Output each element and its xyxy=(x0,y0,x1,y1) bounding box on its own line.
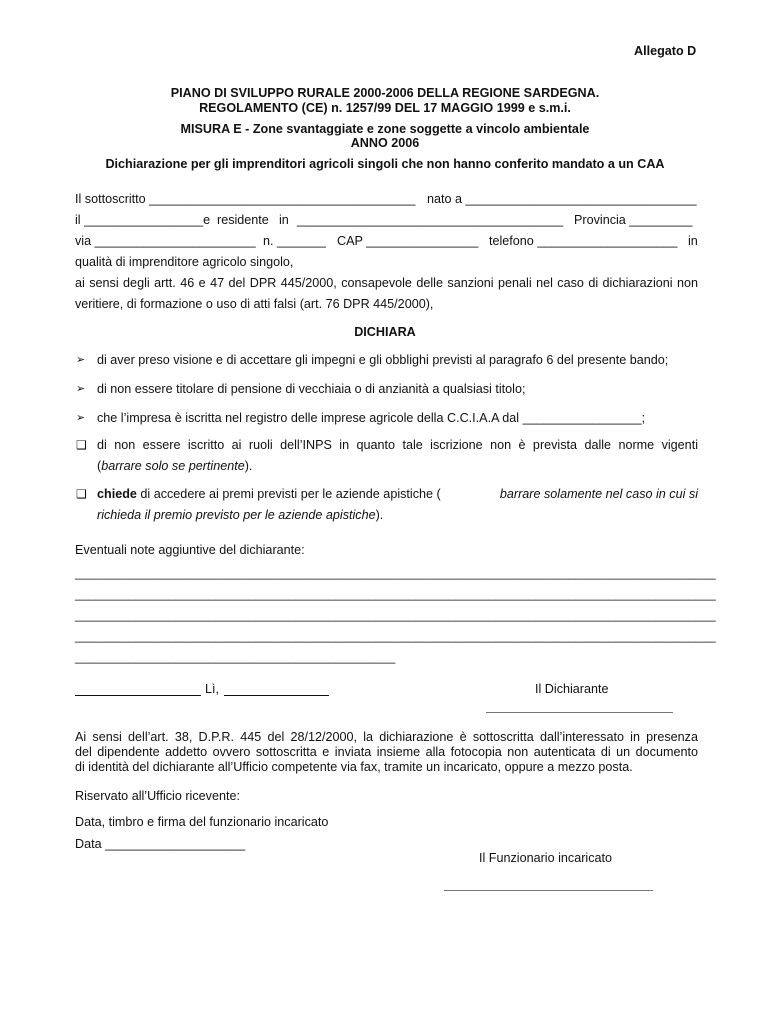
in-label: in xyxy=(279,213,289,227)
funzionario-label: Il Funzionario incaricato xyxy=(479,851,612,865)
dichiarante-label: Il Dichiarante xyxy=(535,682,609,696)
checkbox-icon[interactable]: ❑ xyxy=(76,487,87,501)
legal-line1: Ai sensi dell’art. 38, D.P.R. 445 del 28/12/2000, la dichiarazione è sottoscritta dall’interessato in presenza xyxy=(75,730,698,744)
dichiara-heading: DICHIARA xyxy=(354,325,416,339)
in-qualita-label: in xyxy=(688,234,698,248)
via-field[interactable]: via _______________________ xyxy=(75,234,256,248)
data-firma-line[interactable] xyxy=(224,695,329,696)
item-inps-line2: (barrare solo se pertinente). xyxy=(97,459,253,473)
qualita-text: qualità di imprenditore agricolo singolo, xyxy=(75,255,294,269)
luogo-line[interactable] xyxy=(75,695,201,696)
item-apistiche-line1: chiede di accedere ai premi previsti per le aziende apistiche ( barrare solamente nel caso in cui si xyxy=(97,487,698,501)
item-inps-line1: di non essere iscritto ai ruoli dell’INPS in quanto tale iscrizione non è prevista dalle norme vigenti xyxy=(97,438,698,452)
checkbox-icon[interactable]: ❑ xyxy=(76,438,87,452)
residente-label: residente xyxy=(217,213,269,227)
data-ufficio-field[interactable]: Data ____________________ xyxy=(75,837,246,851)
riservato-label: Riservato all’Ufficio ricevente: xyxy=(75,789,240,803)
nato-a-field[interactable]: nato a _________________________________ xyxy=(427,192,697,206)
misura-title: MISURA E - Zone svantaggiate e zone soggette a vincolo ambientale xyxy=(180,122,590,136)
telefono-field[interactable]: telefono ____________________ xyxy=(489,234,678,248)
provincia-field[interactable]: Provincia _________ xyxy=(574,213,693,227)
note-line[interactable]: ________________________________________________________________________________________________ xyxy=(75,608,716,622)
arrow-bullet-icon: ➢ xyxy=(76,354,86,366)
ai-sensi-text: ai sensi degli artt. 46 e 47 del DPR 445/2000, consapevole delle sanzioni penali nel caso di dichiarazioni non xyxy=(75,276,698,290)
note-label: Eventuali note aggiuntive del dichiarante: xyxy=(75,543,305,557)
cap-field[interactable]: CAP ________________ xyxy=(337,234,479,248)
doc-title-line1: PIANO DI SVILUPPO RURALE 2000-2006 DELLA REGIONE SARDEGNA. xyxy=(170,86,600,100)
item-cciaa[interactable]: che l’impresa è iscritta nel registro delle imprese agricole della C.C.I.A.A dal _________________; xyxy=(97,411,646,425)
data-nascita-field[interactable]: il _________________e xyxy=(75,213,211,227)
firma-dichiarante-line[interactable] xyxy=(486,712,673,713)
allegato-label: Allegato D xyxy=(634,44,697,58)
note-line[interactable]: ________________________________________________________________________________________________ xyxy=(75,566,716,580)
note-line[interactable]: ________________________________________________________________________________________________ xyxy=(75,629,716,643)
li-label: Lì, xyxy=(205,682,220,696)
note-line-short[interactable]: ________________________________________________ xyxy=(75,650,396,664)
arrow-bullet-icon: ➢ xyxy=(76,412,86,424)
item-pensione: di non essere titolare di pensione di vecchiaia o di anzianità a qualsiasi titolo; xyxy=(97,382,526,396)
data-timbro-label: Data, timbro e firma del funzionario incaricato xyxy=(75,815,329,829)
arrow-bullet-icon: ➢ xyxy=(76,383,86,395)
item-apistiche-line2: richieda il premio previsto per le aziende apistiche). xyxy=(97,508,384,522)
note-line[interactable]: ________________________________________________________________________________________________ xyxy=(75,587,716,601)
item-visione: di aver preso visione e di accettare gli impegni e gli obblighi previsti al paragrafo 6 del presente bando; xyxy=(97,353,669,367)
residenza-field[interactable]: ______________________________________ xyxy=(297,213,564,227)
numero-field[interactable]: n. _______ xyxy=(263,234,327,248)
doc-title-line2: REGOLAMENTO (CE) n. 1257/99 DEL 17 MAGGIO 1999 e s.m.i. xyxy=(199,101,571,115)
sottoscritto-field[interactable]: Il sottoscritto ______________________________________ xyxy=(75,192,416,206)
firma-funzionario-line[interactable] xyxy=(444,890,653,891)
anno-title: ANNO 2006 xyxy=(350,136,420,150)
legal-line2: del dipendente addetto ovvero sottoscritta e inviata insieme alla fotocopia non autenticata di un documento xyxy=(75,745,698,759)
doc-subtitle: Dichiarazione per gli imprenditori agricoli singoli che non hanno conferito mandato a un CAA xyxy=(105,157,665,171)
legal-line3: di identità del dichiarante all’Ufficio competente via fax, tramite un incaricato, oppure a mezzo posta. xyxy=(75,760,633,774)
veritiere-text: veritiere, di formazione o uso di atti falsi (art. 76 DPR 445/2000), xyxy=(75,297,434,311)
